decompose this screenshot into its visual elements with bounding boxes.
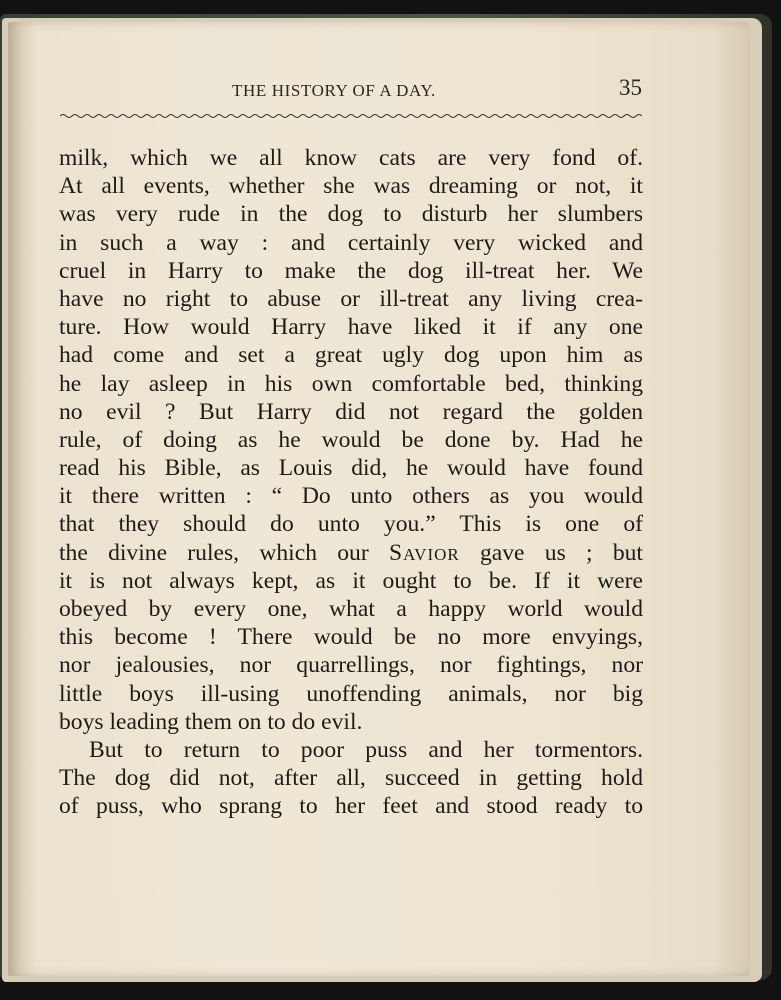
paragraph-start-line: But to return to poor puss and her tormentors. [89, 736, 643, 763]
text-line: nor jealousies, nor quarrellings, nor fightings, nor [59, 652, 643, 679]
text-line: little boys ill-using unoffending animals, nor big [59, 680, 643, 707]
text-line: had come and set a great ugly dog upon him as [59, 342, 643, 369]
text-line-with-smallcaps [59, 539, 643, 567]
paragraph-end-line: boys leading them on to do evil. [59, 708, 363, 735]
text-fragment: gave us ; but [459, 539, 643, 566]
text-line: of puss, who sprang to her feet and stood ready to [59, 793, 643, 820]
text-line: this become ! There would be no more envyings, [59, 624, 643, 651]
text-line: he lay asleep in his own comfortable bed, thinking [59, 370, 643, 397]
text-line: read his Bible, as Louis did, he would have found [59, 455, 643, 482]
text-line: rule, of doing as he would be done by. Had he [59, 426, 643, 453]
smallcaps-savior: Savior [388, 539, 460, 566]
text-line: At all events, whether she was dreaming or not, it [59, 173, 643, 200]
text-line: that they should do unto you.” This is one of [59, 511, 643, 538]
header-wavy-rule [60, 112, 642, 120]
page-number: 35 [619, 75, 642, 100]
text-line: obeyed by every one, what a happy world would [59, 596, 643, 622]
text-line: in such a way : and certainly very wicked and [59, 229, 643, 256]
page-header [60, 75, 642, 101]
text-line: it is not always kept, as it ought to be. If it were [59, 567, 643, 594]
text-line: The dog did not, after all, succeed in getting hold [59, 765, 643, 792]
text-line: it there written : “ Do unto others as you would [59, 483, 643, 510]
text-line: was very rude in the dog to disturb her slumbers [59, 201, 643, 228]
page-body-text [59, 144, 643, 821]
text-line: ture. How would Harry have liked it if any one [59, 314, 643, 341]
text-line: have no right to abuse or ill-treat any living crea- [59, 285, 643, 312]
text-line: no evil ? But Harry did not regard the golden [59, 398, 643, 425]
text-line: cruel in Harry to make the dog ill-treat her. We [59, 257, 643, 284]
text-line: milk, which we all know cats are very fond of. [59, 145, 643, 171]
text-fragment: the divine rules, which our [59, 539, 389, 566]
running-title: THE HISTORY OF A DAY. [232, 81, 436, 100]
